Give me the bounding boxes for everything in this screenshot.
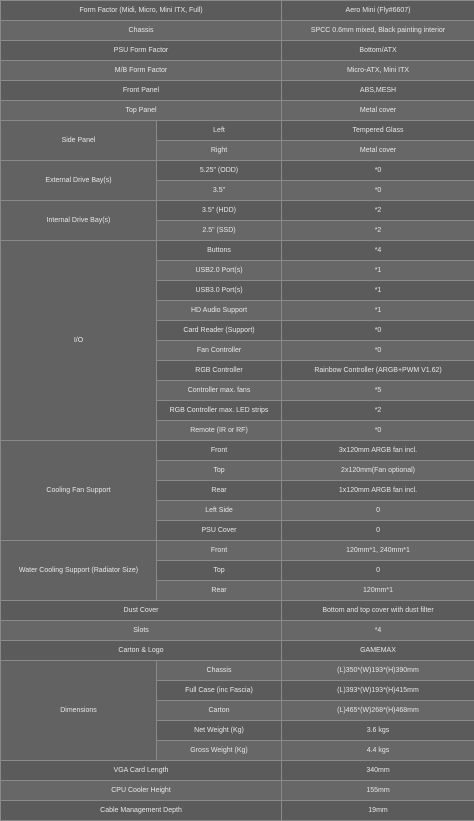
spec-value: *4 (282, 241, 474, 261)
spec-sub-label: Left Side (157, 501, 282, 521)
spec-row (1, 41, 474, 61)
spec-group-label: External Drive Bay(s) (1, 161, 157, 201)
spec-value: GAMEMAX (282, 641, 474, 661)
spec-value: SPCC 0.6mm mixed, Black painting interior (282, 21, 474, 41)
spec-group-label: Water Cooling Support (Radiator Size) (1, 541, 157, 601)
spec-sub-label: RGB Controller max. LED strips (157, 401, 282, 421)
spec-group-label: Carton & Logo (1, 641, 282, 661)
spec-value: 120mm*1, 240mm*1 (282, 541, 474, 561)
spec-row (1, 241, 474, 261)
spec-row (1, 1, 474, 21)
spec-sub-label: Top (157, 461, 282, 481)
spec-sub-label: USB3.0 Port(s) (157, 281, 282, 301)
spec-value: 4.4 kgs (282, 741, 474, 761)
spec-value: *0 (282, 341, 474, 361)
spec-row (1, 101, 474, 121)
spec-group-label: Side Panel (1, 121, 157, 161)
spec-group-label: Cable Management Depth (1, 801, 282, 821)
spec-value: 3.6 kgs (282, 721, 474, 741)
spec-value: *1 (282, 281, 474, 301)
spec-value: Metal cover (282, 101, 474, 121)
spec-value: *2 (282, 201, 474, 221)
spec-row (1, 441, 474, 461)
spec-row (1, 661, 474, 681)
spec-row (1, 201, 474, 221)
spec-group-label: PSU Form Factor (1, 41, 282, 61)
spec-value: Micro-ATX, Mini ITX (282, 61, 474, 81)
spec-value: *0 (282, 421, 474, 441)
spec-value: 1x120mm ARGB fan incl. (282, 481, 474, 501)
spec-value: *2 (282, 221, 474, 241)
spec-row (1, 601, 474, 621)
spec-row (1, 641, 474, 661)
spec-sub-label: Controller max. fans (157, 381, 282, 401)
spec-sub-label: 3.5" (HDD) (157, 201, 282, 221)
spec-row (1, 161, 474, 181)
spec-row (1, 541, 474, 561)
spec-group-label: Front Panel (1, 81, 282, 101)
spec-group-label: Form Factor (Midi, Micro, Mini ITX, Full) (1, 1, 282, 21)
spec-value: 155mm (282, 781, 474, 801)
spec-value: 19mm (282, 801, 474, 821)
spec-sub-label: Net Weight (Kg) (157, 721, 282, 741)
spec-value: Rainbow Controller (ARGB+PWM V1.62) (282, 361, 474, 381)
spec-sub-label: Front (157, 541, 282, 561)
spec-value: *2 (282, 401, 474, 421)
spec-value: *0 (282, 181, 474, 201)
spec-sub-label: Rear (157, 581, 282, 601)
spec-value: *1 (282, 301, 474, 321)
spec-table-body (1, 1, 474, 821)
spec-value: *0 (282, 161, 474, 181)
spec-group-label: VGA Card Length (1, 761, 282, 781)
spec-sub-label: Rear (157, 481, 282, 501)
spec-sub-label: RGB Controller (157, 361, 282, 381)
spec-group-label: Top Panel (1, 101, 282, 121)
spec-value: 2x120mm(Fan optional) (282, 461, 474, 481)
spec-group-label: Cooling Fan Support (1, 441, 157, 541)
spec-group-label: Internal Drive Bay(s) (1, 201, 157, 241)
spec-sub-label: Right (157, 141, 282, 161)
spec-value: 120mm*1 (282, 581, 474, 601)
spec-value: Tempered Glass (282, 121, 474, 141)
spec-sub-label: Chassis (157, 661, 282, 681)
spec-row (1, 801, 474, 821)
spec-value: *5 (282, 381, 474, 401)
spec-value: ABS,MESH (282, 81, 474, 101)
spec-value: 340mm (282, 761, 474, 781)
spec-value: *0 (282, 321, 474, 341)
spec-row (1, 621, 474, 641)
spec-row (1, 761, 474, 781)
spec-sub-label: Card Reader (Support) (157, 321, 282, 341)
spec-row (1, 61, 474, 81)
spec-value: (L)350*(W)193*(H)390mm (282, 661, 474, 681)
spec-group-label: Slots (1, 621, 282, 641)
spec-group-label: Chassis (1, 21, 282, 41)
spec-sub-label: Remote (IR or RF) (157, 421, 282, 441)
spec-value: (L)465*(W)268*(H)468mm (282, 701, 474, 721)
spec-value: 0 (282, 501, 474, 521)
spec-sub-label: USB2.0 Port(s) (157, 261, 282, 281)
spec-sub-label: 2.5" (SSD) (157, 221, 282, 241)
spec-sub-label: HD Audio Support (157, 301, 282, 321)
spec-sub-label: Full Case (inc Fascia) (157, 681, 282, 701)
spec-group-label: M/B Form Factor (1, 61, 282, 81)
spec-sub-label: Front (157, 441, 282, 461)
spec-row (1, 21, 474, 41)
spec-sub-label: Carton (157, 701, 282, 721)
spec-sub-label: Gross Weight (Kg) (157, 741, 282, 761)
spec-row (1, 121, 474, 141)
spec-value: 3x120mm ARGB fan incl. (282, 441, 474, 461)
spec-value: *4 (282, 621, 474, 641)
spec-sub-label: 3.5" (157, 181, 282, 201)
spec-value: Aero Mini (Fly#6607) (282, 1, 474, 21)
spec-sub-label: Buttons (157, 241, 282, 261)
spec-value: 0 (282, 561, 474, 581)
spec-value: Bottom and top cover with dust filter (282, 601, 474, 621)
spec-sub-label: Fan Controller (157, 341, 282, 361)
spec-sub-label: Top (157, 561, 282, 581)
spec-value: Metal cover (282, 141, 474, 161)
spec-value: (L)393*(W)193*(H)415mm (282, 681, 474, 701)
spec-value: *1 (282, 261, 474, 281)
spec-value: Bottom/ATX (282, 41, 474, 61)
spec-row (1, 781, 474, 801)
spec-row (1, 81, 474, 101)
spec-group-label: Dimensions (1, 661, 157, 761)
spec-sub-label: PSU Cover (157, 521, 282, 541)
spec-group-label: I/O (1, 241, 157, 441)
spec-group-label: Dust Cover (1, 601, 282, 621)
spec-value: 0 (282, 521, 474, 541)
spec-group-label: CPU Cooler Height (1, 781, 282, 801)
spec-sub-label: Left (157, 121, 282, 141)
spec-sub-label: 5.25" (ODD) (157, 161, 282, 181)
